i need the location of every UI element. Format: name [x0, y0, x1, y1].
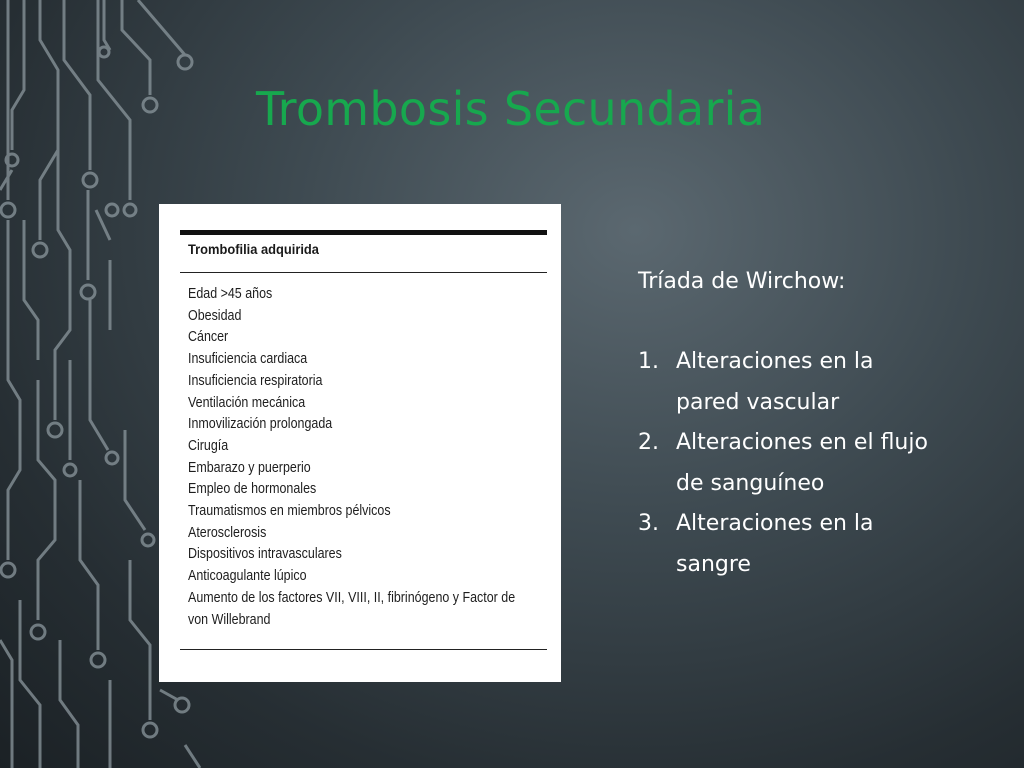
list-item: Obesidad: [188, 307, 242, 324]
list-item: Embarazo y puerperio: [188, 459, 311, 476]
table-heading: Trombofilia adquirida: [188, 241, 319, 257]
triad-block: [638, 262, 978, 585]
table-header-rule: [180, 272, 547, 273]
triad-item: [638, 423, 978, 504]
list-item: Inmovilización prolongada: [188, 416, 333, 433]
triad-heading: Tríada de Wirchow:: [638, 269, 846, 294]
triad-item: [638, 342, 978, 423]
triad-item-number: 1.: [638, 349, 659, 374]
table-bottom-rule: [180, 649, 547, 650]
triad-item-text: Alteraciones en la pared vascular: [676, 349, 874, 415]
risk-factor-list: [188, 284, 549, 631]
list-item: Aterosclerosis: [188, 524, 267, 541]
triad-item-text: Alteraciones en la sangre: [676, 511, 874, 577]
triad-item-text: Alteraciones en el flujo de sanguíneo: [676, 430, 928, 496]
list-item: Empleo de hormonales: [188, 481, 317, 498]
list-item: Edad >45 años: [188, 286, 273, 302]
list-item: Cáncer: [188, 329, 229, 346]
list-item: Ventilación mecánica: [188, 394, 306, 411]
list-item: Insuficiencia respiratoria: [188, 372, 323, 389]
list-item: Cirugía: [188, 437, 229, 454]
triad-item-number: 2.: [638, 430, 659, 455]
triad-list: [638, 342, 978, 585]
list-item: Insuficiencia cardiaca: [188, 351, 308, 368]
triad-item: [638, 504, 978, 585]
list-item: Aumento de los factores VII, VIII, II, fibrinógeno y Factor de: [188, 589, 516, 606]
list-item: Dispositivos intravasculares: [188, 546, 342, 563]
list-item: Anticoagulante lúpico: [188, 568, 307, 585]
slide-title: Trombosis Secundaria: [256, 82, 766, 136]
list-item: von Willebrand: [188, 611, 271, 628]
list-item: Traumatismos en miembros pélvicos: [188, 503, 391, 520]
table-top-rule: [180, 230, 547, 235]
table-figure: [159, 204, 561, 682]
triad-item-number: 3.: [638, 511, 659, 536]
